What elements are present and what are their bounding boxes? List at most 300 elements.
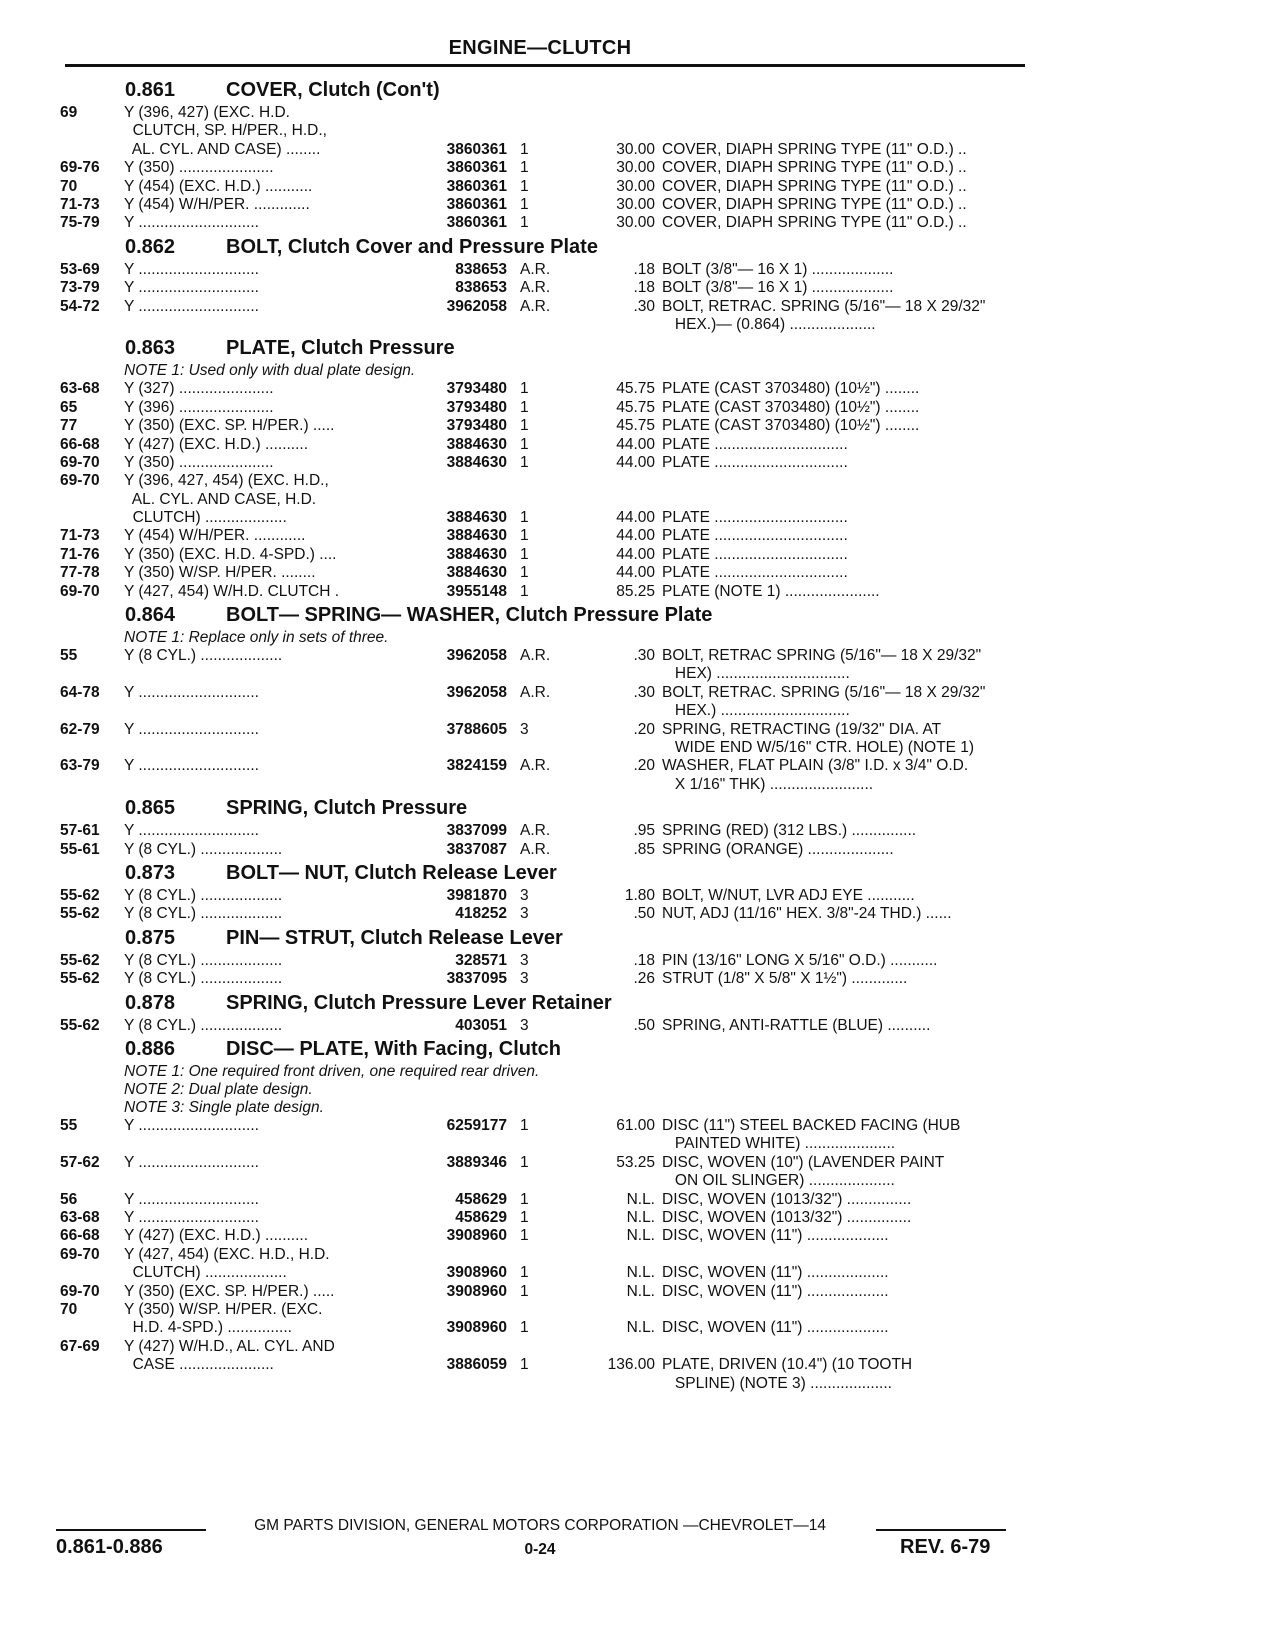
part-number: 418252 — [455, 905, 507, 923]
part-name: WIDE END W/5/16" CTR. HOLE) (NOTE 1) — [662, 739, 975, 757]
model-years: 77 — [60, 417, 78, 435]
footer-revision: REV. 6-79 — [900, 1536, 991, 1558]
part-name: WASHER, FLAT PLAIN (3/8" I.D. x 3/4" O.D. — [662, 757, 969, 775]
footer-group-range: 0.861-0.886 — [56, 1536, 163, 1558]
model-description: AL. CYL. AND CASE) ........ — [124, 140, 321, 158]
quantity: 1 — [520, 564, 529, 582]
price: .20 — [633, 720, 655, 738]
model-description: Y ............................ — [124, 1190, 259, 1208]
part-number: 838653 — [455, 260, 507, 278]
part-row — [60, 472, 1030, 527]
part-number: 3981870 — [446, 887, 507, 904]
part-name: PLATE (CAST 3703480) (10½") ........ — [662, 380, 920, 398]
group-title: BOLT, Clutch Cover and Pressure Plate — [226, 235, 598, 258]
model-description: Y (8 CYL.) ................... — [124, 1016, 283, 1034]
model-description: Y (8 CYL.) ................... — [124, 951, 283, 969]
part-number: 3884630 — [446, 545, 507, 563]
group-title: COVER, Clutch (Con't) — [226, 79, 440, 101]
quantity: 1 — [520, 453, 529, 471]
part-name: COVER, DIAPH SPRING TYPE (11" O.D.) .. — [662, 214, 967, 232]
part-name: NUT, ADJ (11/16" HEX. 3/8"-24 THD.) ...... — [662, 905, 952, 923]
part-number: 3908960 — [446, 1227, 507, 1245]
price: 44.00 — [616, 509, 655, 527]
part-number: 3860361 — [446, 195, 507, 213]
part-row — [60, 887, 1030, 905]
model-years: 55-62 — [60, 905, 100, 923]
part-number: 3889346 — [446, 1153, 507, 1171]
quantity: A.R. — [520, 297, 551, 315]
price: .50 — [633, 905, 655, 923]
group-note: NOTE 1: Replace only in sets of three. — [124, 629, 389, 647]
group-title: BOLT— NUT, Clutch Release Lever — [226, 862, 557, 884]
price: 44.00 — [616, 545, 655, 563]
group-number: 0.886 — [125, 1037, 176, 1060]
price: N.L. — [626, 1282, 655, 1300]
part-name: COVER, DIAPH SPRING TYPE (11" O.D.) .. — [662, 177, 967, 195]
part-row — [60, 214, 1030, 232]
quantity: 1 — [520, 1190, 529, 1208]
part-row — [60, 1246, 1030, 1283]
part-row — [60, 905, 1030, 923]
part-row — [60, 261, 1030, 279]
model-description: CLUTCH) ................... — [124, 1264, 287, 1282]
part-name: SPRING, RETRACTING (19/32" DIA. AT — [662, 720, 942, 738]
part-name: PLATE ............................... — [662, 509, 848, 527]
part-name: DISC, WOVEN (1013/32") ............... — [662, 1208, 912, 1226]
price: N.L. — [626, 1227, 655, 1245]
group-number: 0.873 — [125, 862, 176, 884]
model-years: 57-61 — [60, 822, 100, 840]
price: N.L. — [626, 1319, 655, 1337]
model-description: Y (427) (EXC. H.D.) .......... — [124, 1227, 309, 1245]
model-description: Y (427, 454) W/H.D. CLUTCH . — [124, 582, 340, 600]
part-name: SPRING, ANTI-RATTLE (BLUE) .......... — [662, 1016, 931, 1034]
part-row — [60, 279, 1030, 297]
group-title: DISC— PLATE, With Facing, Clutch — [226, 1037, 561, 1060]
quantity: 1 — [520, 1208, 529, 1226]
model-years: 55 — [60, 1116, 78, 1134]
price: .18 — [633, 951, 655, 969]
price: 44.00 — [616, 527, 655, 545]
quantity: 1 — [520, 527, 529, 545]
part-name: BOLT, RETRAC. SPRING (5/16"— 18 X 29/32" — [662, 297, 986, 315]
model-description: CLUTCH) ................... — [124, 509, 287, 527]
part-row — [60, 822, 1030, 840]
model-years: 63-79 — [60, 757, 100, 775]
quantity: 1 — [520, 214, 529, 232]
group-number: 0.861 — [125, 79, 176, 101]
model-years: 63-68 — [60, 380, 100, 398]
part-row — [60, 399, 1030, 417]
part-number: 3860361 — [446, 177, 507, 195]
part-number: 3860361 — [446, 140, 507, 158]
group-heading — [60, 925, 1030, 952]
part-number: 3886059 — [446, 1356, 507, 1374]
group-heading — [60, 990, 1030, 1017]
part-name: BOLT (3/8"— 16 X 1) ................... — [662, 260, 894, 278]
group-title: SPRING, Clutch Pressure Lever Retainer — [226, 991, 612, 1014]
model-description: Y ............................ — [124, 214, 259, 232]
footer-publisher: GM PARTS DIVISION, GENERAL MOTORS CORPORATION —CHEVROLET—14 — [254, 1517, 826, 1534]
group-number: 0.864 — [125, 604, 176, 627]
part-number: 3884630 — [446, 453, 507, 471]
part-number: 3793480 — [446, 380, 507, 398]
price: 44.00 — [616, 564, 655, 582]
part-name: PLATE ............................... — [662, 527, 848, 545]
part-name: DISC, WOVEN (10") (LAVENDER PAINT — [662, 1153, 945, 1171]
part-number: 328571 — [455, 951, 507, 969]
group-heading — [60, 1036, 1030, 1063]
part-number: 3793480 — [446, 398, 507, 416]
model-description: Y (8 CYL.) ................... — [124, 970, 283, 988]
part-name: STRUT (1/8" X 5/8" X 1½") ............. — [662, 970, 908, 988]
price: 30.00 — [616, 159, 655, 177]
part-name: DISC, WOVEN (11") ................... — [662, 1282, 889, 1300]
part-row — [60, 684, 1030, 721]
part-name: PLATE ............................... — [662, 435, 848, 453]
price: .95 — [633, 822, 655, 840]
model-years: 56 — [60, 1190, 78, 1208]
model-years: 55-62 — [60, 887, 100, 904]
group-title: PLATE, Clutch Pressure — [226, 337, 455, 360]
part-number: 3860361 — [446, 159, 507, 177]
price: .20 — [633, 757, 655, 775]
part-number: 6259177 — [446, 1116, 507, 1134]
part-number: 458629 — [455, 1208, 507, 1226]
part-number: 3884630 — [446, 435, 507, 453]
group-number: 0.862 — [125, 235, 176, 258]
group-title: SPRING, Clutch Pressure — [226, 797, 468, 820]
model-description: Y (8 CYL.) ................... — [124, 887, 283, 904]
model-description: Y ............................ — [124, 720, 259, 738]
part-number: 838653 — [455, 279, 507, 297]
part-row — [60, 1301, 1030, 1338]
price: N.L. — [626, 1208, 655, 1226]
model-description: Y (396, 427, 454) (EXC. H.D., — [124, 472, 329, 490]
part-name: PLATE ............................... — [662, 564, 848, 582]
model-years: 53-69 — [60, 260, 100, 278]
model-years: 55 — [60, 647, 78, 665]
part-row — [60, 380, 1030, 398]
part-row — [60, 104, 1030, 159]
quantity: 1 — [520, 380, 529, 398]
top-rule — [65, 64, 1025, 67]
part-name: PLATE (NOTE 1) ...................... — [662, 582, 880, 600]
part-row — [60, 970, 1030, 988]
part-name: PLATE ............................... — [662, 453, 848, 471]
part-name: PLATE ............................... — [662, 545, 848, 563]
group-heading — [60, 860, 1030, 887]
part-number: 3788605 — [446, 720, 507, 738]
model-description: Y (350) (EXC. SP. H/PER.) ..... — [124, 1282, 335, 1300]
model-description: Y ............................ — [124, 297, 259, 315]
part-row — [60, 1227, 1030, 1245]
group-heading — [60, 335, 1030, 362]
model-years: 57-62 — [60, 1153, 100, 1171]
price: 45.75 — [616, 398, 655, 416]
price: .18 — [633, 279, 655, 297]
part-row — [60, 159, 1030, 177]
part-row — [60, 952, 1030, 970]
model-years: 69-70 — [60, 1282, 100, 1300]
price: 30.00 — [616, 177, 655, 195]
price: .50 — [633, 1016, 655, 1034]
part-row — [60, 564, 1030, 582]
parts-catalog — [60, 76, 1030, 1392]
model-description: Y (396, 427) (EXC. H.D. — [124, 104, 290, 121]
part-name: COVER, DIAPH SPRING TYPE (11" O.D.) .. — [662, 195, 967, 213]
part-name: DISC (11") STEEL BACKED FACING (HUB — [662, 1116, 961, 1134]
footer-page-number: 0-24 — [524, 1541, 556, 1558]
part-number: 3908960 — [446, 1264, 507, 1282]
part-name: DISC, WOVEN (11") ................... — [662, 1264, 889, 1282]
model-years: 69-70 — [60, 453, 100, 471]
model-description: Y ............................ — [124, 757, 259, 775]
model-years: 67-69 — [60, 1337, 100, 1355]
part-name: SPRING (RED) (312 LBS.) ............... — [662, 822, 917, 840]
part-name: BOLT, W/NUT, LVR ADJ EYE ........... — [662, 887, 915, 904]
price: .26 — [633, 970, 655, 988]
group-heading — [60, 795, 1030, 822]
model-years: 66-68 — [60, 435, 100, 453]
price: 30.00 — [616, 195, 655, 213]
part-name: PIN (13/16" LONG X 5/16" O.D.) ........... — [662, 951, 938, 969]
model-years: 69-70 — [60, 582, 100, 600]
model-description: Y (8 CYL.) ................... — [124, 647, 283, 665]
quantity: A.R. — [520, 822, 551, 840]
price: 30.00 — [616, 140, 655, 158]
price: 1.80 — [624, 887, 655, 904]
page-title: ENGINE—CLUTCH — [448, 37, 632, 59]
part-row — [60, 1337, 1030, 1392]
part-name: PLATE, DRIVEN (10.4") (10 TOOTH — [662, 1356, 913, 1374]
part-row — [60, 546, 1030, 564]
part-number: 3837095 — [446, 970, 507, 988]
quantity: 3 — [520, 970, 529, 988]
model-years: 65 — [60, 398, 78, 416]
quantity: A.R. — [520, 683, 551, 701]
model-years: 69-76 — [60, 159, 100, 177]
quantity: A.R. — [520, 840, 551, 858]
model-description: Y (454) W/H/PER. ............ — [124, 527, 306, 545]
part-row — [60, 1283, 1030, 1301]
part-name: BOLT, RETRAC SPRING (5/16"— 18 X 29/32" — [662, 647, 982, 665]
quantity: 1 — [520, 177, 529, 195]
part-number: 3837099 — [446, 822, 507, 840]
part-row — [60, 298, 1030, 335]
part-row — [60, 436, 1030, 454]
model-description: Y (8 CYL.) ................... — [124, 840, 283, 858]
model-description: H.D. 4-SPD.) ............... — [124, 1319, 292, 1337]
part-row — [60, 1117, 1030, 1154]
model-description: Y (350) ...................... — [124, 453, 274, 471]
quantity: 1 — [520, 582, 529, 600]
quantity: 1 — [520, 159, 529, 177]
part-name: PLATE (CAST 3703480) (10½") ........ — [662, 398, 920, 416]
part-name: SPRING (ORANGE) .................... — [662, 840, 894, 858]
quantity: A.R. — [520, 757, 551, 775]
part-name: DISC, WOVEN (1013/32") ............... — [662, 1190, 912, 1208]
group-number: 0.878 — [125, 991, 176, 1014]
model-years: 77-78 — [60, 564, 100, 582]
model-years: 70 — [60, 1300, 78, 1318]
part-row — [60, 1191, 1030, 1209]
group-note: NOTE 1: One required front driven, one required rear driven. — [124, 1062, 540, 1080]
part-name: COVER, DIAPH SPRING TYPE (11" O.D.) .. — [662, 159, 967, 177]
part-row — [60, 1209, 1030, 1227]
model-description: Y ............................ — [124, 1208, 259, 1226]
quantity: 1 — [520, 1153, 529, 1171]
quantity: A.R. — [520, 260, 551, 278]
price: 45.75 — [616, 417, 655, 435]
part-row — [60, 454, 1030, 472]
part-number: 3962058 — [446, 647, 507, 665]
model-years: 62-79 — [60, 720, 100, 738]
price: 44.00 — [616, 453, 655, 471]
price: 53.25 — [616, 1153, 655, 1171]
quantity: 1 — [520, 417, 529, 435]
quantity: 1 — [520, 509, 529, 527]
price: 30.00 — [616, 214, 655, 232]
part-row — [60, 841, 1030, 859]
model-description: Y (350) (EXC. SP. H/PER.) ..... — [124, 417, 335, 435]
model-description: Y (350) ...................... — [124, 159, 274, 177]
part-number: 3884630 — [446, 564, 507, 582]
model-description: Y (350) W/SP. H/PER. ........ — [124, 564, 316, 582]
model-description: Y ............................ — [124, 279, 259, 297]
part-row — [60, 178, 1030, 196]
group-note: NOTE 3: Single plate design. — [124, 1098, 324, 1116]
price: 44.00 — [616, 435, 655, 453]
part-number: 3884630 — [446, 509, 507, 527]
price: .30 — [633, 683, 655, 701]
group-heading — [60, 234, 1030, 261]
footer-rule-right — [876, 1529, 1006, 1531]
part-name: HEX.) .............................. — [662, 702, 850, 720]
part-name: COVER, DIAPH SPRING TYPE (11" O.D.) .. — [662, 140, 967, 158]
model-description: Y (350) W/SP. H/PER. (EXC. — [124, 1300, 323, 1318]
model-description: CLUTCH, SP. H/PER., H.D., — [124, 122, 327, 140]
price: 85.25 — [616, 582, 655, 600]
quantity: 1 — [520, 140, 529, 158]
part-name: PLATE (CAST 3703480) (10½") ........ — [662, 417, 920, 435]
model-years: 55-61 — [60, 840, 100, 858]
part-name: HEX) ............................... — [662, 665, 850, 683]
model-years: 54-72 — [60, 297, 100, 315]
quantity: 1 — [520, 195, 529, 213]
quantity: 1 — [520, 435, 529, 453]
price: .30 — [633, 297, 655, 315]
quantity: 1 — [520, 1116, 529, 1134]
price: .30 — [633, 647, 655, 665]
model-years: 55-62 — [60, 951, 100, 969]
part-row — [60, 647, 1030, 684]
part-name: DISC, WOVEN (11") ................... — [662, 1227, 889, 1245]
model-years: 73-79 — [60, 279, 100, 297]
model-years: 71-73 — [60, 527, 100, 545]
group-title: PIN— STRUT, Clutch Release Lever — [226, 926, 563, 949]
quantity: 1 — [520, 545, 529, 563]
model-description: Y ............................ — [124, 683, 259, 701]
model-years: 66-68 — [60, 1227, 100, 1245]
price: .18 — [633, 260, 655, 278]
part-row — [60, 1017, 1030, 1035]
model-years: 70 — [60, 177, 78, 195]
group-number: 0.865 — [125, 797, 176, 820]
price: 136.00 — [607, 1356, 655, 1374]
model-description: Y (427, 454) (EXC. H.D., H.D. — [124, 1245, 330, 1263]
part-name: SPLINE) (NOTE 3) ................... — [662, 1374, 892, 1392]
part-row — [60, 583, 1030, 601]
quantity: 1 — [520, 1264, 529, 1282]
quantity: 1 — [520, 1319, 529, 1337]
model-description: Y (8 CYL.) ................... — [124, 905, 283, 923]
part-number: 3824159 — [446, 757, 507, 775]
part-number: 3860361 — [446, 214, 507, 232]
part-name: BOLT, RETRAC. SPRING (5/16"— 18 X 29/32" — [662, 683, 986, 701]
model-description: Y (327) ...................... — [124, 380, 274, 398]
part-name: ON OIL SLINGER) .................... — [662, 1172, 895, 1190]
price: 61.00 — [616, 1116, 655, 1134]
part-name: HEX.)— (0.864) .................... — [662, 315, 876, 333]
quantity: 3 — [520, 951, 529, 969]
part-row — [60, 721, 1030, 758]
quantity: 1 — [520, 1282, 529, 1300]
model-description: AL. CYL. AND CASE, H.D. — [124, 490, 317, 508]
group-heading — [60, 77, 1030, 104]
model-years: 69-70 — [60, 1245, 100, 1263]
group-number: 0.863 — [125, 337, 176, 360]
model-years: 71-73 — [60, 195, 100, 213]
model-years: 75-79 — [60, 214, 100, 232]
price: 45.75 — [616, 380, 655, 398]
part-row — [60, 417, 1030, 435]
part-number: 3837087 — [446, 840, 507, 858]
model-years: 69-70 — [60, 472, 100, 490]
model-years: 63-68 — [60, 1208, 100, 1226]
quantity: 3 — [520, 887, 529, 904]
model-description: Y (427) W/H.D., AL. CYL. AND — [124, 1337, 335, 1355]
group-title: BOLT— SPRING— WASHER, Clutch Pressure Plate — [226, 604, 713, 627]
model-years: 69 — [60, 104, 78, 121]
quantity: 1 — [520, 398, 529, 416]
quantity: 3 — [520, 1016, 529, 1034]
part-number: 3908960 — [446, 1319, 507, 1337]
part-number: 403051 — [455, 1016, 507, 1034]
group-note: NOTE 1: Used only with dual plate design. — [124, 362, 416, 380]
part-name: X 1/16" THK) ........................ — [662, 775, 874, 793]
price: N.L. — [626, 1190, 655, 1208]
quantity: 3 — [520, 720, 529, 738]
part-name: DISC, WOVEN (11") ................... — [662, 1319, 889, 1337]
model-years: 55-62 — [60, 1016, 100, 1034]
part-row — [60, 1154, 1030, 1191]
part-number: 3908960 — [446, 1282, 507, 1300]
model-description: Y ............................ — [124, 822, 259, 840]
quantity: 3 — [520, 905, 529, 923]
part-number: 3955148 — [446, 582, 507, 600]
model-description: Y (454) (EXC. H.D.) ........... — [124, 177, 313, 195]
part-number: 3962058 — [446, 683, 507, 701]
model-years: 71-76 — [60, 545, 100, 563]
part-name: BOLT (3/8"— 16 X 1) ................... — [662, 279, 894, 297]
model-description: Y ............................ — [124, 1153, 259, 1171]
model-description: Y (427) (EXC. H.D.) .......... — [124, 435, 309, 453]
model-description: Y ............................ — [124, 1116, 259, 1134]
part-number: 3962058 — [446, 297, 507, 315]
model-description: Y (454) W/H/PER. ............. — [124, 195, 310, 213]
part-name: PAINTED WHITE) ..................... — [662, 1135, 896, 1153]
